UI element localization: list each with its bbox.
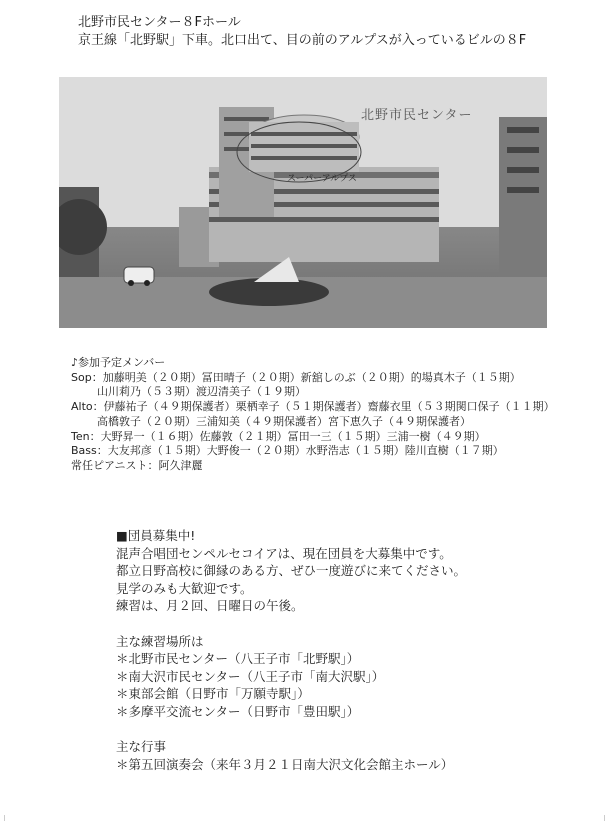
place-item: ＊東部会館（日野市「万願寺駅」） bbox=[116, 686, 310, 702]
places-title: 主な練習場所は bbox=[116, 633, 204, 649]
recruit-heading: ■団員募集中! bbox=[116, 528, 196, 543]
building-photo bbox=[59, 77, 547, 328]
member-row bbox=[71, 371, 555, 386]
member-list bbox=[71, 356, 555, 474]
venue-title: 北野市民センター８Fホール bbox=[78, 15, 241, 30]
member-row bbox=[71, 459, 555, 474]
part-label: Bass： bbox=[71, 444, 108, 458]
event-item: ＊第五回演奏会（来年３月２１日南大沢文化会館主ホール） bbox=[116, 756, 454, 772]
recruit-line: 都立日野高校に御縁のある方、ぜひ一度遊びに来てください。 bbox=[116, 563, 467, 579]
member-names: 加藤明美（２０期）冨田晴子（２０期）新舘しのぶ（２０期）的場真木子（１５期） bbox=[102, 370, 521, 384]
member-names: 大友邦彦（１５期）大野俊一（２０期）水野浩志（１５期）陸川直樹（１７期） bbox=[107, 444, 504, 458]
recruit-line: 練習は、月２回、日曜日の午後。 bbox=[116, 598, 304, 614]
store-sign: スーパーアルプス bbox=[287, 174, 357, 184]
access-directions: 京王線「北野駅」下車。北口出て、目の前のアルプスが入っているビルの８F bbox=[78, 33, 527, 48]
member-row bbox=[71, 444, 555, 459]
pianist: 常任ピアニスト：阿久津麗 bbox=[71, 458, 203, 472]
place-item: ＊南大沢市民センター（八王子市「南大沢駅」） bbox=[116, 668, 385, 684]
member-row bbox=[71, 385, 555, 400]
member-row bbox=[71, 430, 555, 445]
photo-caption: 北野市民センター bbox=[361, 108, 473, 123]
recruit-line: 見学のみも大歓迎です。 bbox=[116, 580, 253, 596]
part-label: Sop： bbox=[71, 370, 103, 384]
building-illustration bbox=[59, 77, 547, 328]
part-label: Alto： bbox=[71, 400, 104, 414]
events-title: 主な行事 bbox=[116, 739, 167, 755]
member-names: 高橋敦子（２０期）三浦知美（４９期保護者）宮下恵久子（４９期保護者） bbox=[97, 414, 471, 428]
member-names: 伊藤祐子（４９期保護者）栗栖幸子（５１期保護者）齋藤衣里（５３期関口保子（１１期） bbox=[103, 400, 555, 414]
member-row bbox=[71, 400, 555, 415]
place-item: ＊北野市民センター（八王子市「北野駅」） bbox=[116, 651, 360, 667]
crop-mark bbox=[604, 815, 605, 821]
member-list-title: ♪参加予定メンバー bbox=[71, 356, 166, 369]
place-item: ＊多摩平交流センター（日野市「豊田駅」） bbox=[116, 703, 360, 719]
crop-mark bbox=[4, 815, 5, 821]
recruitment-section bbox=[116, 527, 466, 773]
recruit-line: 混声合唱団センペルセコイアは、現在団員を大募集中です。 bbox=[116, 545, 452, 561]
member-row bbox=[71, 415, 555, 430]
member-names: 山川莉乃（５３期）渡辺清美子（１９期） bbox=[97, 385, 306, 399]
member-names: 大野昇一（１６期）佐藤敦（２１期）冨田一三（１５期）三浦一樹（４９期） bbox=[100, 429, 486, 443]
part-label: Ten： bbox=[71, 429, 101, 443]
